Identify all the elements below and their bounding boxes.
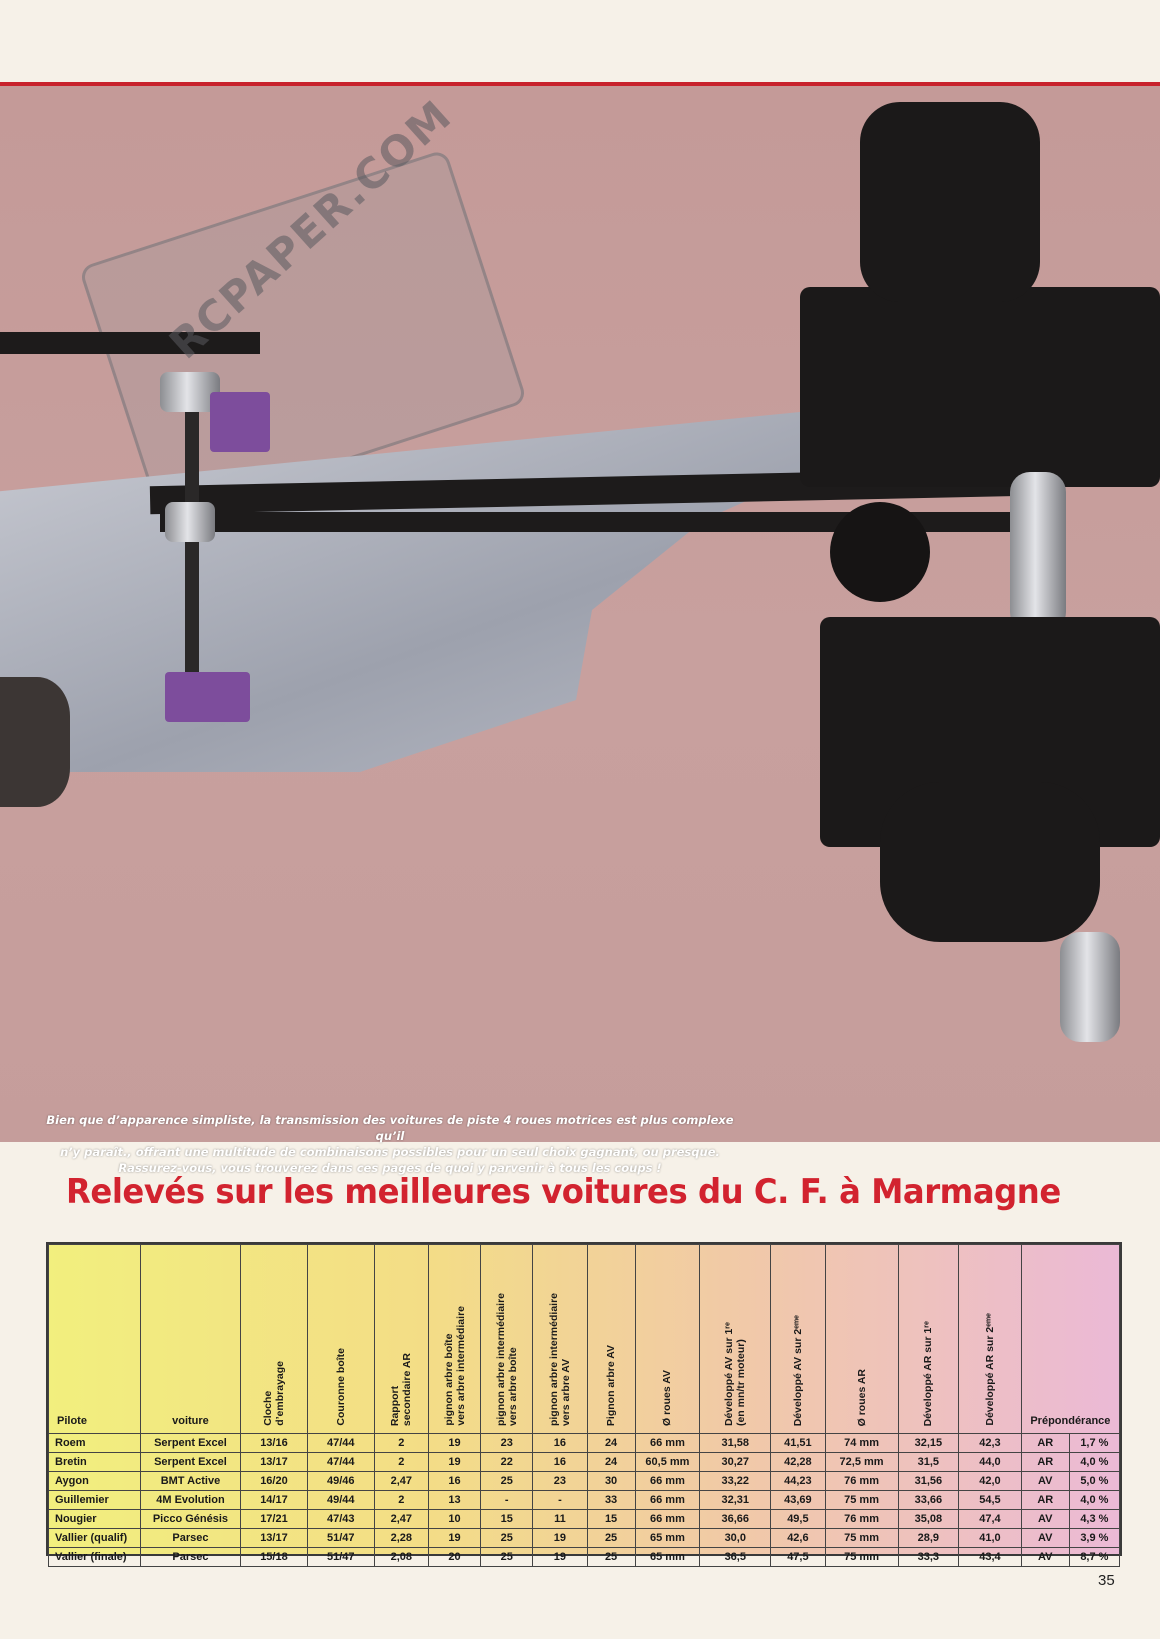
table-cell: 2 [374,1491,428,1510]
header-pignon-boite: pignon arbre boîte vers arbre intermédiaire [428,1245,480,1434]
caption-line: n’y paraît., offrant une multitude de combinaisons possibles pour un seul choix gagnant, ou presque. [60,1145,720,1159]
header-rapport: Rapport secondaire AR [374,1245,428,1434]
table-row [49,1434,1120,1453]
table-cell: 75 mm [825,1491,898,1510]
table-cell: Vallier (finale) [49,1548,141,1567]
table-cell: 47/43 [307,1510,374,1529]
table-cell: Parsec [140,1529,240,1548]
table-cell: 66 mm [635,1491,700,1510]
header-cloche: Cloche d’embrayage [241,1245,308,1434]
table-cell: 25 [587,1529,635,1548]
table-cell: 43,69 [771,1491,825,1510]
purple-bearing-mount-lower [165,672,250,722]
table-cell: Aygon [49,1472,141,1491]
header-dev-av-1: Développé AV sur 1ʳᵉ (en mn/tr moteur) [700,1245,771,1434]
data-table-wrapper [46,1242,1122,1563]
table-cell: 10 [428,1510,480,1529]
spur-gear [0,677,70,807]
table-cell: 47,4 [959,1510,1022,1529]
table-cell: Vallier (qualif) [49,1529,141,1548]
table-cell: AV [1021,1510,1069,1529]
table-cell: 19 [428,1529,480,1548]
table-cell: 66 mm [635,1510,700,1529]
table-cell: 49/46 [307,1472,374,1491]
table-cell: 25 [587,1548,635,1567]
page-number: 35 [1098,1572,1115,1589]
table-cell: 19 [428,1453,480,1472]
table-cell: 51/47 [307,1529,374,1548]
table-cell: Serpent Excel [140,1453,240,1472]
table-cell: 11 [533,1510,587,1529]
table-cell: 66 mm [635,1434,700,1453]
table-cell: - [481,1491,533,1510]
table-cell: 15 [481,1510,533,1529]
header-pilote: Pilote [49,1245,141,1434]
table-cell: AR [1021,1453,1069,1472]
table-cell: 19 [428,1434,480,1453]
table-cell: BMT Active [140,1472,240,1491]
table-cell: 51/47 [307,1548,374,1567]
table-cell: 72,5 mm [825,1453,898,1472]
table-cell: 25 [481,1548,533,1567]
table-cell: 74 mm [825,1434,898,1453]
table-cell: AR [1021,1491,1069,1510]
table-cell: 15 [587,1510,635,1529]
front-pulley [830,502,930,602]
header-pignon-inter-boite: pignon arbre intermédiaire vers arbre boîte [481,1245,533,1434]
header-dev-ar-1: Développé AR sur 1ʳᵉ [898,1245,959,1434]
table-cell: 2,47 [374,1510,428,1529]
table-cell: 30,27 [700,1453,771,1472]
front-hub-silver [1060,932,1120,1042]
table-header-row [49,1245,1120,1434]
table-cell: Bretin [49,1453,141,1472]
gearing-table [48,1244,1120,1567]
table-cell: AV [1021,1529,1069,1548]
table-row [49,1548,1120,1567]
table-cell: 4,3 % [1069,1510,1119,1529]
table-cell: 44,23 [771,1472,825,1491]
table-cell: 76 mm [825,1510,898,1529]
watermark: RCPAPER.COM [160,90,462,369]
photo-top-rule [0,82,1160,86]
table-cell: 60,5 mm [635,1453,700,1472]
table-cell: 15/18 [241,1548,308,1567]
front-gearbox-upper [800,287,1160,487]
table-cell: 2 [374,1453,428,1472]
table-cell: 75 mm [825,1548,898,1567]
table-cell: 33,22 [700,1472,771,1491]
chassis-plate [0,412,800,772]
table-cell: 25 [481,1529,533,1548]
table-cell: 49,5 [771,1510,825,1529]
table-cell: 16 [533,1434,587,1453]
table-cell: 13/17 [241,1453,308,1472]
table-cell: Parsec [140,1548,240,1567]
table-row [49,1529,1120,1548]
table-cell: 3,9 % [1069,1529,1119,1548]
table-cell: 16/20 [241,1472,308,1491]
table-title: Relevés sur les meilleures voitures du C. F. à Marmagne [66,1172,1061,1212]
table-cell: 16 [533,1453,587,1472]
table-cell: AR [1021,1434,1069,1453]
table-cell: 43,4 [959,1548,1022,1567]
table-body [49,1434,1120,1567]
table-cell: - [533,1491,587,1510]
table-cell: 44,0 [959,1453,1022,1472]
table-cell: 23 [481,1434,533,1453]
table-cell: Roem [49,1434,141,1453]
table-cell: 36,5 [700,1548,771,1567]
table-cell: 35,08 [898,1510,959,1529]
table-cell: 31,56 [898,1472,959,1491]
table-cell: AV [1021,1548,1069,1567]
table-cell: 22 [481,1453,533,1472]
header-voiture: voiture [140,1245,240,1434]
header-preponderance: Prépondérance [1021,1245,1119,1434]
table-cell: 4,0 % [1069,1453,1119,1472]
table-cell: 20 [428,1548,480,1567]
table-cell: 24 [587,1453,635,1472]
table-cell: Picco Génésis [140,1510,240,1529]
table-cell: Serpent Excel [140,1434,240,1453]
table-cell: 23 [533,1472,587,1491]
table-cell: 4,0 % [1069,1491,1119,1510]
table-cell: 16 [428,1472,480,1491]
table-cell: 30 [587,1472,635,1491]
caption-line: Rassurez-vous, vous trouverez dans ces pages de quoi y parvenir à tous les coups ! [118,1161,662,1175]
table-cell: 33 [587,1491,635,1510]
table-cell: 13/16 [241,1434,308,1453]
table-cell: 42,28 [771,1453,825,1472]
front-shaft-silver [1010,472,1066,632]
table-cell: 76 mm [825,1472,898,1491]
table-cell: 49/44 [307,1491,374,1510]
table-cell: Nougier [49,1510,141,1529]
header-roues-av: Ø roues AV [635,1245,700,1434]
header-dev-ar-2: Développé AR sur 2ᵉᵐᵉ [959,1245,1022,1434]
table-cell: 2 [374,1434,428,1453]
intermediate-shaft [185,412,199,712]
table-cell: 14/17 [241,1491,308,1510]
table-cell: 33,66 [898,1491,959,1510]
table-cell: 30,0 [700,1529,771,1548]
table-cell: 42,3 [959,1434,1022,1453]
table-cell: 25 [481,1472,533,1491]
table-cell: 65 mm [635,1529,700,1548]
table-cell: 19 [533,1529,587,1548]
table-cell: 41,0 [959,1529,1022,1548]
table-cell: 13/17 [241,1529,308,1548]
table-cell: 66 mm [635,1472,700,1491]
table-row [49,1491,1120,1510]
table-cell: 2,08 [374,1548,428,1567]
table-cell: 5,0 % [1069,1472,1119,1491]
table-cell: 47/44 [307,1434,374,1453]
table-cell: 36,66 [700,1510,771,1529]
table-cell: AV [1021,1472,1069,1491]
table-cell: 28,9 [898,1529,959,1548]
table-row [49,1453,1120,1472]
table-cell: 31,5 [898,1453,959,1472]
photo-caption [40,1112,740,1176]
header-pignon-arbre-av: Pignon arbre AV [587,1245,635,1434]
table-cell: 75 mm [825,1529,898,1548]
table-cell: 65 mm [635,1548,700,1567]
table-cell: 47/44 [307,1453,374,1472]
table-cell: 54,5 [959,1491,1022,1510]
pulley-silver-lower [165,502,215,542]
table-row [49,1472,1120,1491]
table-cell: 19 [533,1548,587,1567]
table-cell: 13 [428,1491,480,1510]
table-cell: 1,7 % [1069,1434,1119,1453]
table-cell: 47,5 [771,1548,825,1567]
table-cell: 2,28 [374,1529,428,1548]
header-pignon-inter-av: pignon arbre intermédiaire vers arbre AV [533,1245,587,1434]
header-roues-ar: Ø roues AR [825,1245,898,1434]
table-cell: 41,51 [771,1434,825,1453]
table-cell: 2,47 [374,1472,428,1491]
table-cell: 31,58 [700,1434,771,1453]
header-dev-av-2: Développé AV sur 2ᵉᵐᵉ [771,1245,825,1434]
table-cell: Guillemier [49,1491,141,1510]
table-cell: 4M Evolution [140,1491,240,1510]
caption-line: Bien que d’apparence simpliste, la transmission des voitures de piste 4 roues motrices est plus complexe qu’il [46,1113,734,1143]
table-cell: 17/21 [241,1510,308,1529]
suspension-arm-lower [880,782,1100,942]
table-cell: 24 [587,1434,635,1453]
table-cell: 42,0 [959,1472,1022,1491]
chassis-photo [0,82,1160,1175]
suspension-arm-upper [860,102,1040,302]
table-cell: 42,6 [771,1529,825,1548]
table-cell: 33,3 [898,1548,959,1567]
header-couronne: Couronne boîte [307,1245,374,1434]
table-cell: 8,7 % [1069,1548,1119,1567]
table-cell: 32,31 [700,1491,771,1510]
table-cell: 32,15 [898,1434,959,1453]
table-row [49,1510,1120,1529]
